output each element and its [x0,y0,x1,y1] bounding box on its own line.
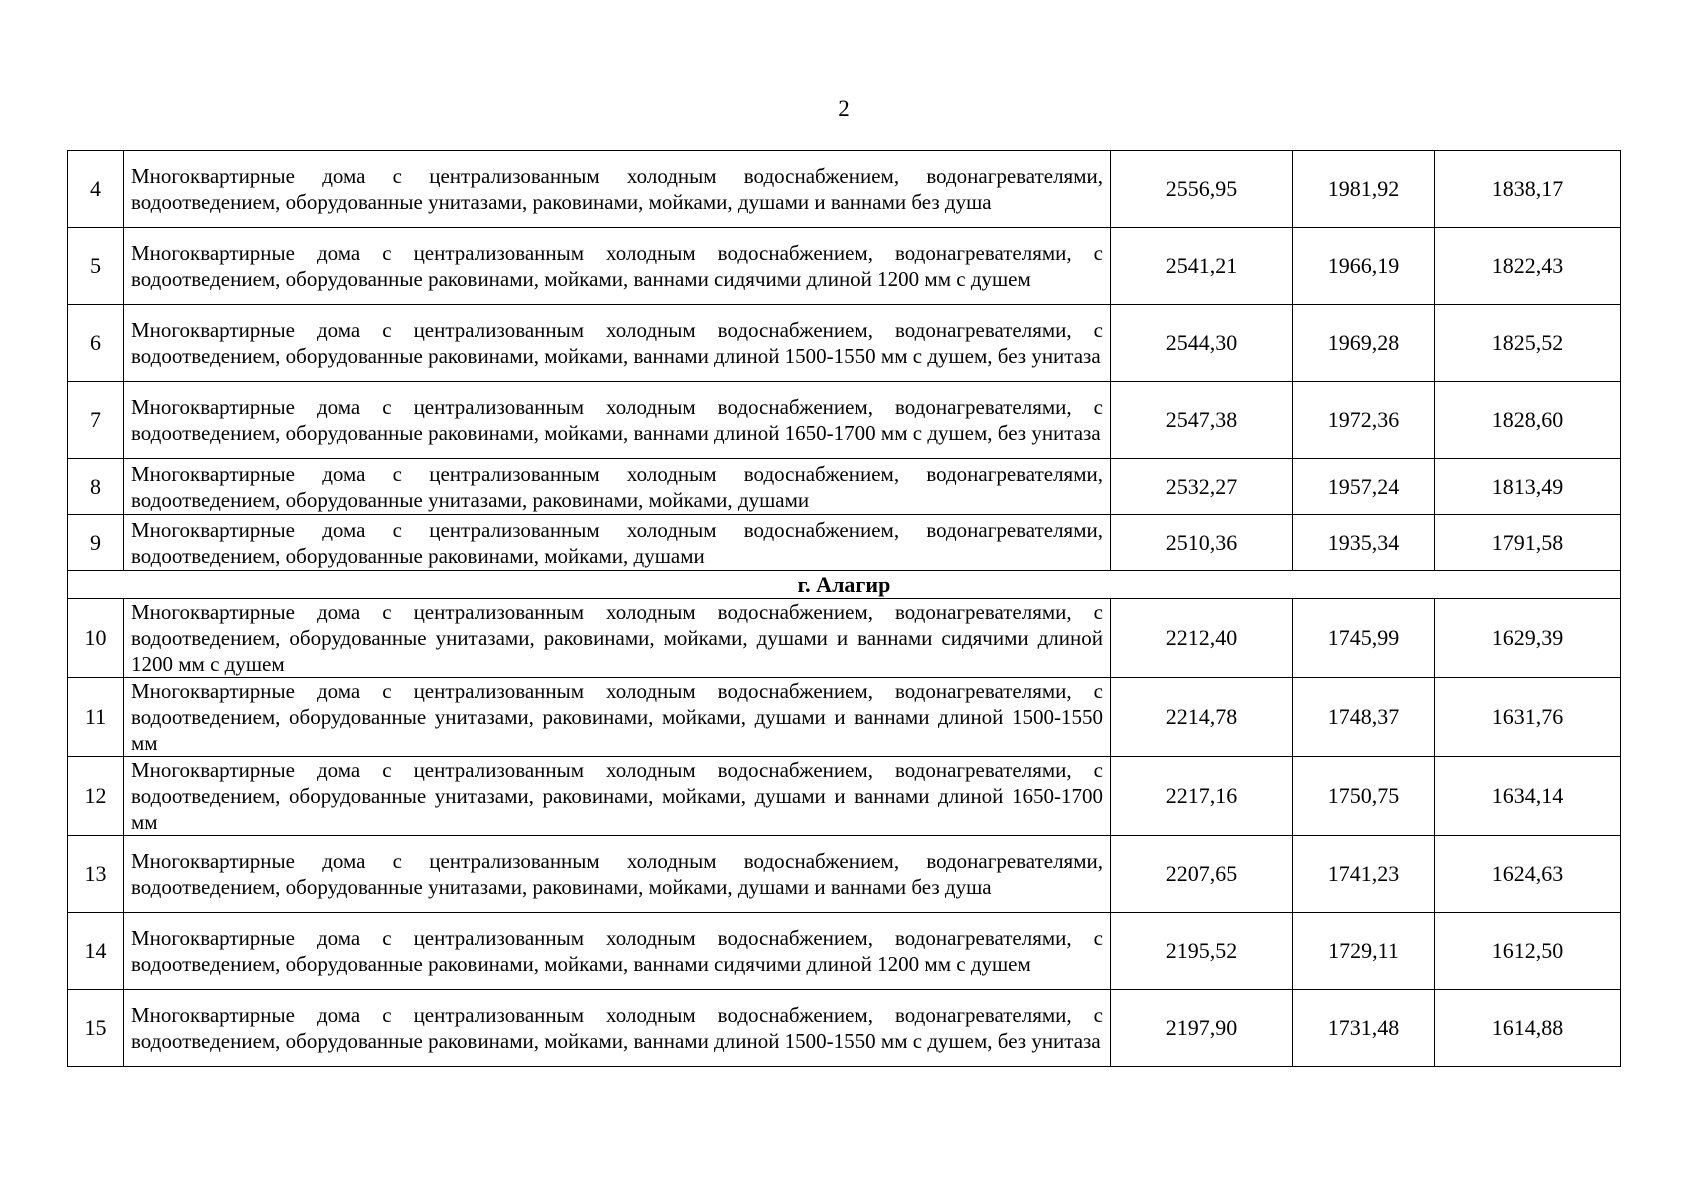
row-description: Многоквартирные дома с централизованным холодным водоснабжением, водонагревателями, водоотведением, оборудованные унитазами, раковинами, мойками, душами и ваннами без душа [124,836,1111,913]
row-number: 6 [68,305,124,382]
value-col-3: 1822,43 [1435,228,1621,305]
value-col-1: 2214,78 [1111,678,1293,757]
value-col-3: 1828,60 [1435,382,1621,459]
value-col-3: 1631,76 [1435,678,1621,757]
value-col-3: 1614,88 [1435,990,1621,1067]
row-number: 14 [68,913,124,990]
value-col-3: 1629,39 [1435,599,1621,678]
tariff-table-body [68,151,1621,1067]
value-col-2: 1748,37 [1293,678,1435,757]
value-col-2: 1729,11 [1293,913,1435,990]
row-description: Многоквартирные дома с централизованным холодным водоснабжением, водонагревателями, с водоотведением, оборудованные унитазами, раковинами, мойками, душами и ваннами сидячими длиной 1200 мм с душем [124,599,1111,678]
value-col-1: 2556,95 [1111,151,1293,228]
value-col-1: 2510,36 [1111,515,1293,571]
row-number: 9 [68,515,124,571]
table-row [68,678,1621,757]
value-col-1: 2544,30 [1111,305,1293,382]
table-row [68,515,1621,571]
table-row [68,382,1621,459]
table-row [68,459,1621,515]
row-number: 11 [68,678,124,757]
value-col-1: 2532,27 [1111,459,1293,515]
value-col-2: 1750,75 [1293,757,1435,836]
row-description: Многоквартирные дома с централизованным холодным водоснабжением, водонагревателями, с водоотведением, оборудованные раковинами, мойками, ваннами длиной 1650-1700 мм с душем, без унитаза [124,382,1111,459]
value-col-1: 2217,16 [1111,757,1293,836]
row-description: Многоквартирные дома с централизованным холодным водоснабжением, водонагревателями, с водоотведением, оборудованные раковинами, мойками, ваннами сидячими длиной 1200 мм с душем [124,913,1111,990]
value-col-2: 1969,28 [1293,305,1435,382]
table-row [68,228,1621,305]
value-col-1: 2212,40 [1111,599,1293,678]
value-col-3: 1813,49 [1435,459,1621,515]
row-number: 5 [68,228,124,305]
value-col-3: 1791,58 [1435,515,1621,571]
value-col-2: 1935,34 [1293,515,1435,571]
row-number: 8 [68,459,124,515]
value-col-1: 2207,65 [1111,836,1293,913]
row-number: 15 [68,990,124,1067]
value-col-2: 1972,36 [1293,382,1435,459]
table-row [68,836,1621,913]
value-col-1: 2195,52 [1111,913,1293,990]
table-row [68,990,1621,1067]
value-col-3: 1825,52 [1435,305,1621,382]
tariff-table [67,150,1621,1067]
row-number: 4 [68,151,124,228]
value-col-2: 1966,19 [1293,228,1435,305]
row-description: Многоквартирные дома с централизованным холодным водоснабжением, водонагревателями, с водоотведением, оборудованные раковинами, мойками, ваннами длиной 1500-1550 мм с душем, без унитаза [124,305,1111,382]
row-description: Многоквартирные дома с централизованным холодным водоснабжением, водонагревателями, с водоотведением, оборудованные унитазами, раковинами, мойками, душами и ваннами длиной 1650-1700 мм [124,757,1111,836]
value-col-2: 1731,48 [1293,990,1435,1067]
table-row [68,599,1621,678]
value-col-1: 2547,38 [1111,382,1293,459]
value-col-1: 2541,21 [1111,228,1293,305]
row-description: Многоквартирные дома с централизованным холодным водоснабжением, водонагревателями, водоотведением, оборудованные раковинами, мойками, душами [124,515,1111,571]
section-title: г. Алагир [68,571,1621,599]
row-number: 10 [68,599,124,678]
row-number: 13 [68,836,124,913]
value-col-2: 1745,99 [1293,599,1435,678]
row-description: Многоквартирные дома с централизованным холодным водоснабжением, водонагревателями, с водоотведением, оборудованные раковинами, мойками, ваннами длиной 1500-1550 мм с душем, без унитаза [124,990,1111,1067]
value-col-3: 1612,50 [1435,913,1621,990]
value-col-2: 1957,24 [1293,459,1435,515]
row-number: 12 [68,757,124,836]
value-col-2: 1981,92 [1293,151,1435,228]
value-col-3: 1634,14 [1435,757,1621,836]
row-number: 7 [68,382,124,459]
value-col-3: 1624,63 [1435,836,1621,913]
value-col-2: 1741,23 [1293,836,1435,913]
row-description: Многоквартирные дома с централизованным холодным водоснабжением, водонагревателями, водоотведением, оборудованные унитазами, раковинами, мойками, душами и ваннами без душа [124,151,1111,228]
row-description: Многоквартирные дома с централизованным холодным водоснабжением, водонагревателями, водоотведением, оборудованные унитазами, раковинами, мойками, душами [124,459,1111,515]
row-description: Многоквартирные дома с централизованным холодным водоснабжением, водонагревателями, с водоотведением, оборудованные раковинами, мойками, ваннами сидячими длиной 1200 мм с душем [124,228,1111,305]
section-row [68,571,1621,599]
value-col-3: 1838,17 [1435,151,1621,228]
page-number: 2 [838,96,850,121]
table-row [68,305,1621,382]
table-row [68,151,1621,228]
value-col-1: 2197,90 [1111,990,1293,1067]
row-description: Многоквартирные дома с централизованным холодным водоснабжением, водонагревателями, с водоотведением, оборудованные унитазами, раковинами, мойками, душами и ваннами длиной 1500-1550 мм [124,678,1111,757]
table-row [68,757,1621,836]
table-row [68,913,1621,990]
